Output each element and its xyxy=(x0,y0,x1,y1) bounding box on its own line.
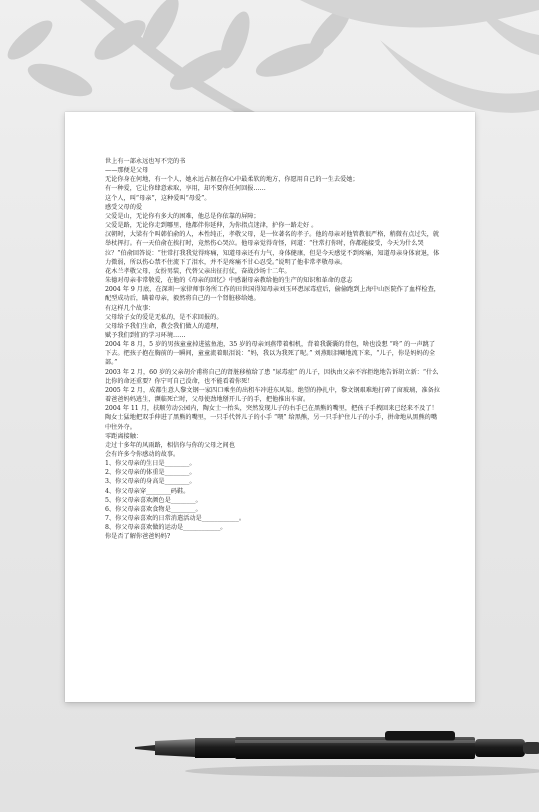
doc-paragraph: 2004 年 11 月，扶顺劳动公园内，陶女士一抬头，突然发现儿子的右手已在黑熊的嘴里，把孩子手拽回来已经来不及了！陶女士猛地把双手伸进了黑熊的嘴里，一只手代替儿子的小手 “喂” 给黑熊，另一只手护住儿子的小手，拼命地从黑熊的嘴中往外夺。 xyxy=(105,405,438,431)
doc-paragraph: 2005 年 2 月，成都生意人黎文钢一家四口乘坐的出租车冲进东风渠。绝望的挣扎中，黎文钢艰难地打碎了窗玻璃，准备拉着爸爸妈妈逃生，濒临死亡时，父母使劲地掰开儿子的手，把他推出车窗。 xyxy=(105,386,440,404)
document-body xyxy=(105,157,440,542)
section-heading: 感受父母的爱 xyxy=(105,203,143,211)
question-item: 1、你父母亲的生日是________。 xyxy=(105,460,196,468)
doc-line: 有一种爱，它让你肆意索取，享用，却不要你任何回报…… xyxy=(105,185,266,193)
doc-paragraph: 2003 年 2 月，60 岁的父亲胡介甫将自己的肾脏移植给了患 “尿毒症” 的儿子，因执由父亲不容拒绝地告诉胡立新：“什么比你的命还重要？你宁可自己没命，也不能看着你死！ xyxy=(105,368,439,385)
doc-line: 父母给予我们生命，教会我们做人的道理， xyxy=(105,322,223,330)
doc-line: 赋予我们到们的学习环境…… xyxy=(105,331,186,339)
doc-line: 父爱是山，无论你有多大的困难，他总是你依靠的屏障； xyxy=(105,212,260,220)
closing-question: 你是否了解你爸爸妈妈? xyxy=(105,533,171,541)
section-heading: 有这样几个故事： xyxy=(105,304,155,312)
doc-line: 朱德对母亲非常敬爱，在他的《母亲的回忆》中感谢母亲教给他的生产的知识和革命的意志 xyxy=(105,277,353,285)
section-heading: 零距离接触： xyxy=(105,432,143,440)
doc-subtitle: ——那便是父母 xyxy=(105,167,149,175)
question-item: 2、你父母亲的体重是________。 xyxy=(105,469,196,477)
doc-paragraph: 2004 年 9 月底，在深圳一家律师事务所工作的田世国得知母亲刘玉环患尿毒症后，偷偷跑到上海中山医院作了血样检查，配型成功后，瞒着母亲，毅然将自己的一个肾脏移给她。 xyxy=(105,286,440,303)
doc-line: 会有许多令你感动的故事。 xyxy=(105,451,180,458)
question-item: 7、你父母亲喜欢的日常消遣活动是____________。 xyxy=(105,515,246,523)
question-item: 6、你父母亲喜欢食物是________。 xyxy=(105,505,202,513)
doc-line: 花木兰孝敬父母，女扮男装，代替父亲出征打仗，奋战沙场十二年。 xyxy=(105,267,291,275)
question-item: 5、你父母亲喜欢颜色是________。 xyxy=(105,496,202,504)
doc-line: 父爱是路，无论你走到哪里，他都伴你延伸，为你指点迷津，护你一路走好 。 xyxy=(105,222,318,230)
doc-line: 父母给子女的爱是无私的，是不求回报的。 xyxy=(105,313,223,321)
doc-line: 无论你身在何地，有一个人，她永远占据在你心中最柔软的地方，你愿用自己的一生去爱她； xyxy=(105,176,359,184)
doc-paragraph: 汉朝时，大梁有个叫韩伯俞的人，本性纯正，孝敬父母，是一位著名的孝子。他的母亲对他管教很严格，稍微有点过失，就举杖挥打。有一天伯俞在挨打时，竟然伤心哭泣。他母亲觉得奇怪，问道：“往常打你时，你都能接受，今天为什么哭泣？”伯俞回答说：“往常打我我觉得疼痛，知道母亲还有力气，身体健康，但是今天感觉不到疼痛，知道母亲身体衰退，体力微弱，所以伤心禁不住流下了泪水，并不是疼痛不甘心忍受。”说明了他非常孝敬母亲。 xyxy=(105,231,440,266)
doc-line: 走过十多年的风雨路，相信你与你的父母之间也 xyxy=(105,441,235,449)
doc-paragraph: 2004 年 8 月，5 岁的男孩童童掉进鲨鱼池，35 岁的母亲刘燕带着相机，背着我囊囊的背包，啥也没想 “咚” 的一声跳了下去。把孩子抱在胸前的一瞬间，童童流着眼泪说：“妈，我以为我死了呢。” 刘燕眼泪唰地流下来，“儿子，你是妈妈的全部。” xyxy=(105,341,436,367)
question-item: 4、你父母亲穿________码鞋。 xyxy=(105,487,190,495)
paper-sheet xyxy=(65,112,475,702)
doc-line: 这个人，叫“母亲”，这种爱叫“母爱”。 xyxy=(105,194,211,202)
question-item: 3、你父母亲的身高是________。 xyxy=(105,478,196,486)
question-item: 8、你父母亲喜欢做的运动是____________。 xyxy=(105,524,227,532)
doc-title: 世上有一部永远也写不完的书 xyxy=(105,158,186,165)
pen-illustration xyxy=(135,725,539,785)
